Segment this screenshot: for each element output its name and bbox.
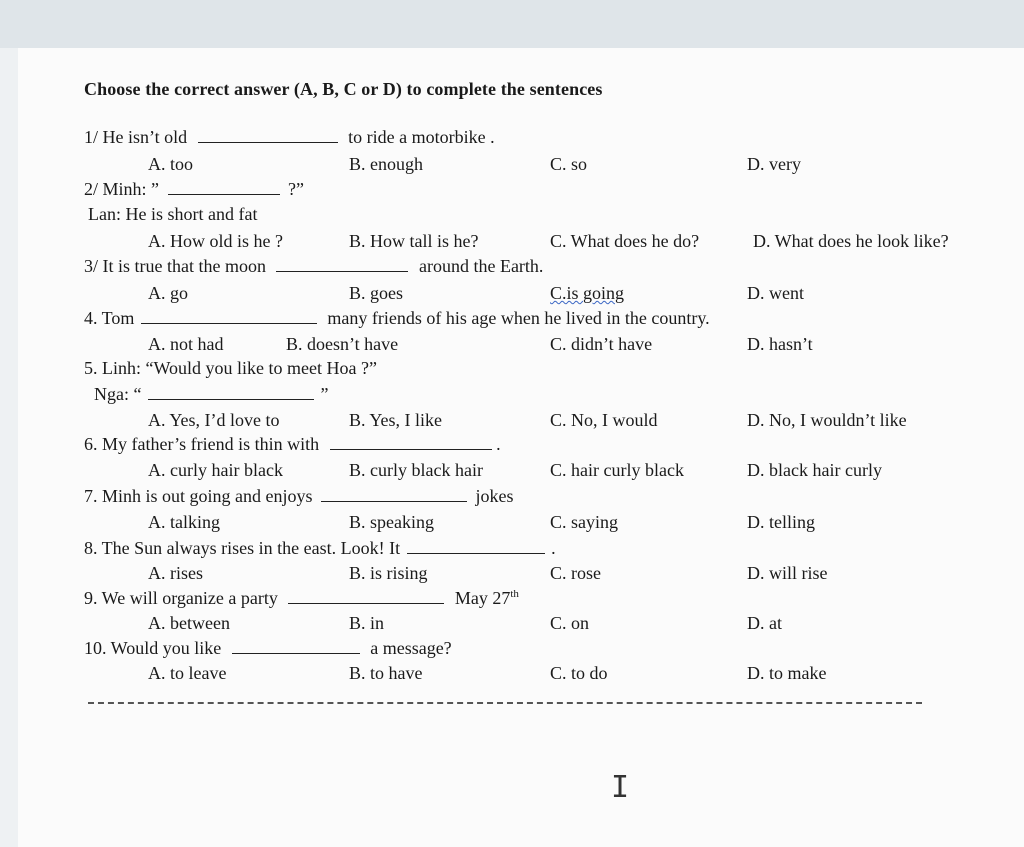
q3-option-d: D. went (747, 283, 804, 303)
q2-option-d: D. What does he look like? (753, 231, 949, 251)
q9-superscript: th (510, 588, 519, 600)
q7-option-b: B. speaking (349, 512, 434, 532)
q9-option-b: B. in (349, 613, 385, 633)
q4-option-c: C. didn’t have (550, 334, 653, 354)
q10-option-b: B. to have (349, 663, 423, 683)
text-cursor-icon: I (611, 770, 630, 805)
q3-text-b: around the Earth. (418, 256, 544, 276)
q9-text-a: 9. We will organize a party (84, 588, 278, 608)
q1-option-a: A. too (148, 154, 193, 174)
q1-text-b: to ride a motorbike . (348, 127, 495, 147)
q3-blank (276, 257, 408, 272)
worksheet-page (18, 48, 1024, 847)
q1-option-d: D. very (747, 154, 801, 174)
q4-option-a: A. not had (148, 334, 224, 354)
q5-option-a: A. Yes, I’d love to (148, 410, 280, 430)
q8-blank (407, 539, 545, 554)
q6-text-a: 6. My father’s friend is thin with (84, 434, 320, 454)
q10-option-c: C. to do (550, 663, 608, 683)
top-band (0, 0, 1024, 48)
q10-option-a: A. to leave (148, 663, 227, 683)
q5-option-b: B. Yes, I like (349, 410, 443, 430)
q6-text-b: . (496, 434, 501, 454)
q2-option-b: B. How tall is he? (349, 231, 479, 251)
q9-text-b: May 27 (454, 588, 511, 608)
q9-option-d: D. at (747, 613, 782, 633)
question-2 (84, 179, 304, 200)
q10-text-a: 10. Would you like (84, 638, 222, 658)
q1-option-b: B. enough (349, 154, 423, 174)
q6-option-c: C. hair curly black (550, 460, 684, 480)
q5-text-open: Nga: “ (94, 384, 142, 404)
q10-option-d: D. to make (747, 663, 827, 683)
q9-blank (288, 589, 444, 604)
question-9 (84, 588, 519, 609)
q2-text-b: ?” (288, 179, 304, 199)
q2-line2: Lan: He is short and fat (88, 204, 258, 224)
q10-blank (232, 639, 360, 654)
dashed-divider (88, 702, 922, 704)
question-10 (84, 638, 452, 659)
q5-line2 (94, 384, 328, 405)
q2-option-a: A. How old is he ? (148, 231, 283, 251)
q3-option-c: C.is going (550, 283, 625, 303)
question-3 (84, 256, 543, 277)
q7-text-a: 7. Minh is out going and enjoys (84, 486, 313, 506)
q8-option-c: C. rose (550, 563, 601, 583)
q7-text-b: jokes (475, 486, 514, 506)
q1-text-a: 1/ He isn’t old (84, 127, 188, 147)
q5-text-close: ” (320, 384, 329, 404)
q3-option-a: A. go (148, 283, 188, 303)
q7-blank (321, 487, 467, 502)
q5-option-c: C. No, I would (550, 410, 658, 430)
q10-text-b: a message? (370, 638, 452, 658)
q2-option-c: C. What does he do? (550, 231, 700, 251)
q3-option-b: B. goes (349, 283, 403, 303)
q4-blank (141, 309, 317, 324)
question-1 (84, 127, 495, 148)
q6-blank (330, 435, 492, 450)
q6-option-d: D. black hair curly (747, 460, 882, 480)
q2-blank (168, 180, 280, 195)
q9-option-a: A. between (148, 613, 230, 633)
q7-option-d: D. telling (747, 512, 815, 532)
q4-option-d: D. hasn’t (747, 334, 813, 354)
q1-blank (198, 128, 338, 143)
q8-text-b: . (551, 538, 556, 558)
q1-option-c: C. so (550, 154, 588, 174)
q2-text-a: 2/ Minh: ” (84, 179, 159, 199)
q8-text-a: 8. The Sun always rises in the east. Look! It (84, 538, 401, 558)
q6-option-b: B. curly black hair (349, 460, 483, 480)
q8-option-a: A. rises (148, 563, 203, 583)
q6-option-a: A. curly hair black (148, 460, 283, 480)
q9-option-c: C. on (550, 613, 590, 633)
q4-text-a: 4. Tom (84, 308, 135, 328)
question-4 (84, 308, 710, 329)
q7-option-c: C. saying (550, 512, 619, 532)
q4-option-b: B. doesn’t have (286, 334, 399, 354)
question-7 (84, 486, 514, 507)
q7-option-a: A. talking (148, 512, 220, 532)
question-8 (84, 538, 556, 559)
q3-text-a: 3/ It is true that the moon (84, 256, 266, 276)
q5-blank (148, 385, 314, 400)
q5-option-d: D. No, I wouldn’t like (747, 410, 907, 430)
question-6 (84, 434, 501, 455)
page-title: Choose the correct answer (A, B, C or D) to complete the sentences (84, 79, 603, 99)
question-5: 5. Linh: “Would you like to meet Hoa ?” (84, 358, 377, 378)
q8-option-d: D. will rise (747, 563, 828, 583)
q8-option-b: B. is rising (349, 563, 428, 583)
q4-text-b: many friends of his age when he lived in the country. (327, 308, 710, 328)
